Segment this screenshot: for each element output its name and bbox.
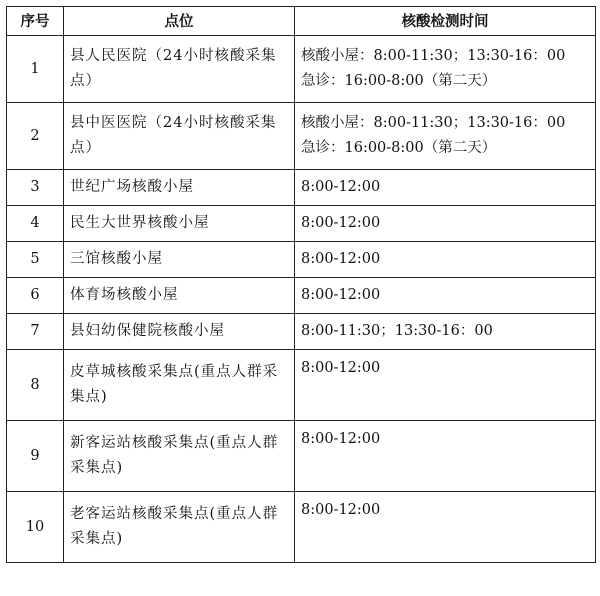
row-time: 8:00-12:00: [295, 242, 596, 278]
row-time: 8:00-12:00: [295, 206, 596, 242]
row-location: 县妇幼保健院核酸小屋: [64, 314, 295, 350]
row-location: 三馆核酸小屋: [64, 242, 295, 278]
testing-sites-table: [6, 6, 596, 563]
table-row: [7, 278, 596, 314]
table-row: [7, 206, 596, 242]
row-location: 民生大世界核酸小屋: [64, 206, 295, 242]
row-number: 9: [7, 421, 64, 492]
row-time: 8:00-12:00: [295, 278, 596, 314]
table-row: [7, 36, 596, 103]
row-number: 10: [7, 492, 64, 563]
row-number: 3: [7, 170, 64, 206]
row-location: 县人民医院（24小时核酸采集点）: [64, 36, 295, 103]
row-time: 8:00-12:00: [295, 421, 596, 492]
row-time: [295, 36, 596, 103]
table-row: [7, 170, 596, 206]
row-location: 体育场核酸小屋: [64, 278, 295, 314]
row-number: 7: [7, 314, 64, 350]
row-location: 新客运站核酸采集点(重点人群采集点): [64, 421, 295, 492]
table-header-row: [7, 7, 596, 36]
time-line: 急诊：16:00-8:00（第二天）: [301, 73, 497, 89]
time-line: 急诊：16:00-8:00（第二天）: [301, 140, 497, 156]
row-time: 8:00-12:00: [295, 170, 596, 206]
table-row: [7, 103, 596, 170]
row-number: 1: [7, 36, 64, 103]
table-row: [7, 350, 596, 421]
row-location: 皮草城核酸采集点(重点人群采集点): [64, 350, 295, 421]
row-time: 8:00-12:00: [295, 492, 596, 563]
row-number: 5: [7, 242, 64, 278]
row-location: 世纪广场核酸小屋: [64, 170, 295, 206]
row-location: 县中医医院（24小时核酸采集点）: [64, 103, 295, 170]
table-row: [7, 242, 596, 278]
time-line: 核酸小屋：8:00-11:30；13:30-16：00: [301, 115, 566, 131]
row-location: 老客运站核酸采集点(重点人群采集点): [64, 492, 295, 563]
time-line: 核酸小屋：8:00-11:30；13:30-16：00: [301, 48, 566, 64]
table-row: [7, 421, 596, 492]
row-time: [295, 103, 596, 170]
row-number: 8: [7, 350, 64, 421]
table-row: [7, 492, 596, 563]
header-location: 点位: [64, 7, 295, 36]
table-row: [7, 314, 596, 350]
row-number: 4: [7, 206, 64, 242]
row-time: 8:00-11:30；13:30-16：00: [295, 314, 596, 350]
header-number: 序号: [7, 7, 64, 36]
row-time: 8:00-12:00: [295, 350, 596, 421]
header-time: 核酸检测时间: [295, 7, 596, 36]
row-number: 6: [7, 278, 64, 314]
row-number: 2: [7, 103, 64, 170]
